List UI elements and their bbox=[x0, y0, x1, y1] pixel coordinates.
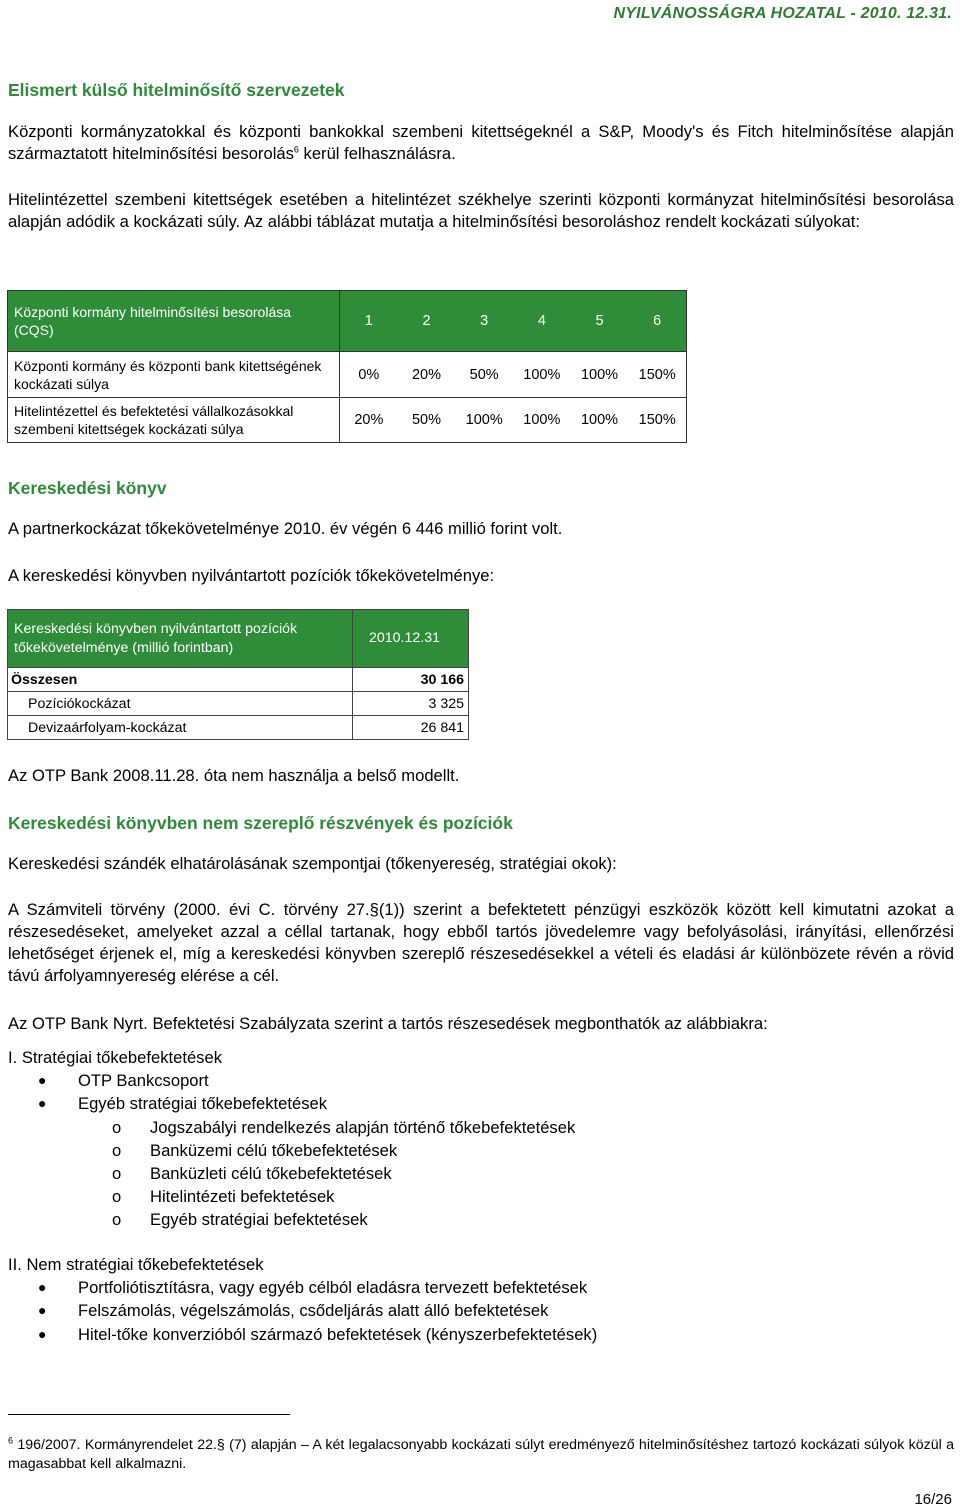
list-item-label: Jogszabályi rendelkezés alapján történő tőkebefektetések bbox=[150, 1117, 576, 1137]
paragraph-rating-usage bbox=[8, 121, 954, 165]
list-item-label: Banküzleti célú tőkebefektetések bbox=[150, 1164, 392, 1184]
cell: 5 bbox=[595, 313, 604, 329]
row-label: Hitelintézettel és befektetési vállalkozásokkal szembeni kitettségek kockázati súlya bbox=[8, 398, 340, 443]
row-value: 3 325 bbox=[353, 692, 469, 716]
table-row-total bbox=[8, 668, 469, 692]
bullet-icon: ● bbox=[38, 1302, 47, 1319]
circle-bullet-icon: o bbox=[112, 1187, 122, 1207]
paragraph-credit-institutions: Hitelintézettel szembeni kitettségek esetében a hitelintézet székhelye szerinti központi kormányzat hitelminősítési besorolása alapján adódik a kockázati súly. Az alábbi táblázat mutatja a hitelminősítési besoroláshoz rendelt kockázati súlyokat: bbox=[8, 190, 954, 231]
list-heading: II. Nem stratégiai tőkebefektetések bbox=[8, 1255, 264, 1274]
cell: 2 bbox=[422, 313, 431, 329]
list-subitem bbox=[8, 1116, 575, 1139]
paragraph-investment-policy: Az OTP Bank Nyrt. Befektetési Szabályzata szerint a tartós részesedések megbonthatók az alábbiakra: bbox=[8, 1014, 768, 1033]
row-label: Központi kormány és központi bank kitettségének kockázati súlya bbox=[8, 352, 340, 398]
row-values bbox=[340, 352, 687, 398]
paragraph-text: Központi kormányzatokkal és központi bankokkal szembeni kitettségeknél a S&P, Moody's és Fitch hitelminősítése alapján származtatott hitelminősítési besorolás bbox=[8, 122, 954, 163]
paragraph-internal-model: Az OTP Bank 2008.11.28. óta nem használja a belső modellt. bbox=[8, 766, 460, 785]
page-number: 16/26 bbox=[914, 1491, 952, 1508]
table-row bbox=[8, 692, 469, 716]
bullet-icon: ● bbox=[38, 1072, 47, 1089]
table-row bbox=[8, 291, 687, 352]
list-item-label: Hitel-tőke konverzióból származó befektetések (kényszerbefektetések) bbox=[78, 1324, 598, 1344]
bullet-icon: ● bbox=[38, 1279, 47, 1296]
table-row bbox=[8, 398, 687, 443]
bullet-icon: ● bbox=[38, 1095, 47, 1112]
paragraph-text: kerül felhasználásra. bbox=[298, 144, 456, 163]
list-item-label: Felszámolás, végelszámolás, csődeljárás alatt álló befektetések bbox=[78, 1301, 549, 1321]
footnote-number: 6 bbox=[8, 1435, 14, 1446]
cell: 4 bbox=[537, 313, 546, 329]
list-subitem bbox=[8, 1208, 575, 1231]
cell: 50% bbox=[411, 412, 442, 428]
circle-bullet-icon: o bbox=[112, 1164, 122, 1184]
row-value: 26 841 bbox=[353, 716, 469, 740]
circle-bullet-icon: o bbox=[112, 1140, 122, 1160]
list-item bbox=[8, 1299, 597, 1322]
section-title-trading-book: Kereskedési könyv bbox=[8, 478, 167, 498]
page-header: NYILVÁNOSSÁGRA HOZATAL - 2010. 12.31. bbox=[613, 5, 952, 22]
bullet-icon: ● bbox=[38, 1325, 47, 1342]
table-row bbox=[8, 352, 687, 398]
paragraph-accounting-law: A Számviteli törvény (2000. évi C. törvény 27.§(1)) szerint a befektetett pénzügyi eszközök között kell kimutatni azokat a részesedéseket, amelyeket azzal a céllal tartanak, hogy ebből tartós jövedelemre vagy befolyásolási, irányítási, ellenőrzési lehetőséget érjenek el, míg a kereskedési könyvben szereplő részesedésekkel a vételi és eladási ár különbözete révén a rövid távú árfolyamnyereség elérése a cél. bbox=[8, 900, 954, 985]
section-title-non-trading: Kereskedési könyvben nem szereplő részvények és pozíciók bbox=[8, 813, 513, 833]
section-title-rating-agencies: Elismert külső hitelminősítő szervezetek bbox=[8, 80, 345, 100]
paragraph-trading-intent: Kereskedési szándék elhatárolásának szempontjai (tőkenyereség, stratégiai okok): bbox=[8, 854, 617, 873]
cell: 150% bbox=[638, 366, 676, 383]
list-item bbox=[8, 1276, 597, 1299]
cqs-risk-weight-table bbox=[7, 290, 687, 443]
list-heading: I. Stratégiai tőkebefektetések bbox=[8, 1048, 223, 1067]
cell: 100% bbox=[523, 412, 561, 428]
list-subitem bbox=[8, 1139, 575, 1162]
cell: 100% bbox=[580, 412, 619, 428]
list-item bbox=[8, 1069, 575, 1092]
footnote-text: 196/2007. Kormányrendelet 22.§ (7) alapján – A két legalacsonyabb kockázati súlyt eredményező hitelminősítéshez tartozó kockázati súlyok közül a magasabbat kell alkalmazni. bbox=[8, 1437, 954, 1472]
row-values bbox=[340, 291, 687, 352]
strategic-investments-list bbox=[8, 1046, 575, 1232]
non-strategic-investments-list bbox=[8, 1253, 597, 1346]
cell: 100% bbox=[580, 366, 619, 383]
cell: 3 bbox=[480, 313, 489, 329]
cell: 20% bbox=[354, 412, 384, 428]
table-row bbox=[8, 716, 469, 740]
paragraph-trading-positions: A kereskedési könyvben nyilvántartott pozíciók tőkekövetelménye: bbox=[8, 566, 495, 585]
cell: 150% bbox=[638, 412, 676, 428]
footnote-divider bbox=[8, 1414, 290, 1415]
total-label: Összesen bbox=[8, 668, 353, 692]
list-subitem bbox=[8, 1162, 575, 1185]
footnote bbox=[8, 1436, 954, 1474]
cell: 50% bbox=[469, 366, 499, 383]
cell: 100% bbox=[465, 412, 503, 428]
list-item-label: Hitelintézeti befektetések bbox=[150, 1187, 335, 1207]
list-item bbox=[8, 1323, 597, 1346]
cell: 1 bbox=[364, 313, 373, 329]
header-label: Kereskedési könyvben nyilvántartott pozíciók tőkekövetelménye (millió forintban) bbox=[8, 610, 353, 668]
list-item-label: Egyéb stratégiai tőkebefektetések bbox=[78, 1094, 328, 1114]
row-label: Devizaárfolyam-kockázat bbox=[8, 716, 353, 740]
total-value: 30 166 bbox=[353, 668, 469, 692]
footnote-ref: 6 bbox=[293, 144, 299, 155]
list-item bbox=[8, 1092, 575, 1115]
list-item-label: Egyéb stratégiai befektetések bbox=[150, 1210, 368, 1230]
cell: 20% bbox=[411, 366, 442, 383]
cell: 100% bbox=[523, 366, 561, 383]
list-item-label: Portfoliótisztításra, vagy egyéb célból eladásra tervezett befektetések bbox=[78, 1278, 588, 1298]
cell: 6 bbox=[653, 313, 662, 329]
trading-book-table bbox=[7, 609, 469, 740]
list-subitem bbox=[8, 1185, 575, 1208]
table-header-row bbox=[8, 610, 469, 668]
list-item-label: OTP Bankcsoport bbox=[78, 1071, 209, 1091]
row-label: Pozíciókockázat bbox=[8, 692, 353, 716]
cell: 0% bbox=[358, 366, 380, 383]
list-item-label: Banküzemi célú tőkebefektetések bbox=[150, 1140, 398, 1160]
row-values bbox=[340, 398, 687, 443]
row-label: Központi kormány hitelminősítési besorolása (CQS) bbox=[8, 291, 340, 352]
circle-bullet-icon: o bbox=[112, 1210, 122, 1230]
circle-bullet-icon: o bbox=[112, 1117, 122, 1137]
header-date: 2010.12.31 bbox=[353, 610, 469, 668]
paragraph-counterparty-risk: A partnerkockázat tőkekövetelménye 2010. év végén 6 446 millió forint volt. bbox=[8, 519, 563, 538]
